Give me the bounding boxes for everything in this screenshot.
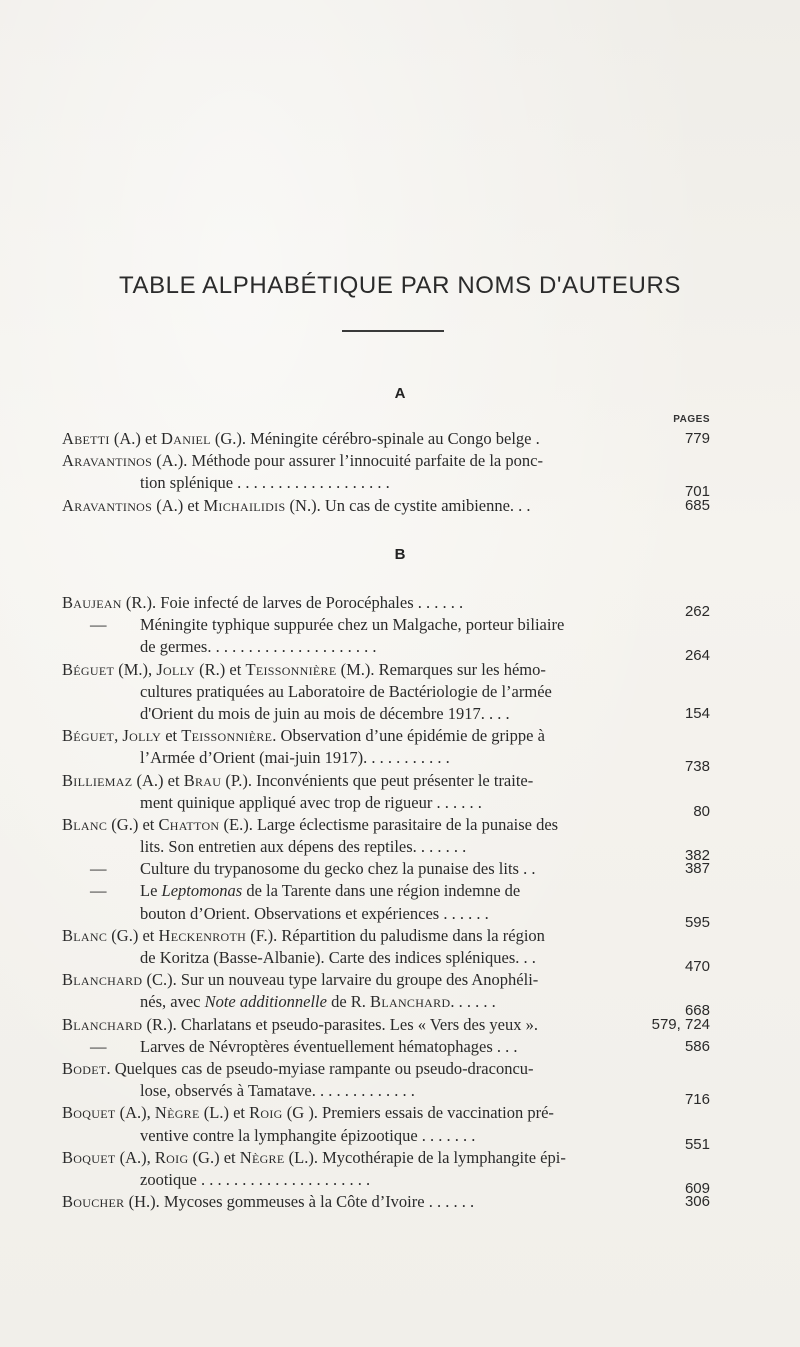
page-number: 306 (684, 1193, 710, 1211)
author-name: Boquet (62, 1147, 116, 1167)
entry-text (140, 903, 489, 925)
entry-fragment: Le (140, 881, 162, 901)
entry-fragment: Culture du trypanosome du gecko chez la punaise des lits . . (140, 859, 536, 879)
entry-fragment: (M.), (114, 659, 157, 679)
page-number: 779 (684, 430, 710, 447)
author-name: Béguet (62, 659, 115, 679)
entry-fragment: de Koritza (Basse-Albanie). Carte des indices spléniques. . . (140, 948, 536, 967)
entry-fragment: . Observation d’une épidémie de grippe à (272, 726, 545, 746)
entry-fragment: ment quinique appliqué avec trop de rigueur . . . . . . (140, 792, 482, 812)
author-name: Roig (154, 1147, 189, 1167)
entry-fragment: lits. Son entretien aux dépens des reptiles. . . . . . . (140, 837, 467, 857)
entry-text (62, 1191, 474, 1213)
entry-text (140, 472, 390, 494)
index-entry-line (62, 725, 712, 747)
index-entry-line (62, 1102, 712, 1124)
entry-fragment: l’Armée d’Orient (mai-juin 1917). . . . . . . . . . . (140, 748, 450, 768)
index-entry-line (62, 450, 712, 472)
entry-fragment: d'Orient du mois de juin au mois de décembre 1917. . . . (140, 703, 510, 723)
index-entry-line (62, 1125, 712, 1153)
page-number: 262 (684, 603, 710, 620)
index-entry-line (62, 1014, 712, 1036)
entry-fragment: (R.). Charlatans et pseudo-parasites. Les « Vers des yeux ». (142, 1014, 538, 1034)
entry-text (140, 947, 536, 969)
index-entry-line (62, 428, 712, 450)
entry-text (140, 1125, 475, 1147)
entry-text (62, 969, 538, 991)
entry-text (140, 836, 466, 858)
index-entry-line (62, 1036, 712, 1058)
author-name: Blanchard (62, 1014, 143, 1034)
entry-fragment: (M.). Remarques sur les hémo- (336, 659, 546, 679)
page-number: 685 (684, 496, 710, 514)
page-number: 668 (684, 1002, 710, 1020)
entry-fragment: (G.) et (107, 925, 159, 945)
entry-fragment: ventive contre la lymphangite épizootique . . . . . . . (140, 1125, 476, 1145)
page-number: 264 (684, 647, 710, 665)
page-number: 701 (684, 483, 710, 501)
entry-fragment: nés, avec (140, 992, 205, 1012)
entry-fragment: (G ). Premiers essais de vaccination pré- (282, 1103, 554, 1123)
entry-fragment: de R. (326, 992, 371, 1012)
index-entry-line (62, 1147, 712, 1169)
entry-fragment: Méningite typhique suppurée chez un Malgache, porteur biliaire (140, 615, 565, 635)
ditto-dash: — (90, 881, 107, 901)
entry-text (62, 450, 543, 472)
entry-fragment: (G.) et (188, 1147, 240, 1167)
entry-text (62, 725, 545, 747)
author-name: Blanc (62, 925, 108, 945)
section-letter-b: B (394, 546, 406, 563)
entry-text (140, 991, 496, 1013)
page-number: 579, 724 (651, 1015, 710, 1033)
author-name: Teissonnière (245, 659, 337, 679)
page-number: 595 (684, 913, 710, 931)
entry-fragment: . . . . . . (450, 992, 496, 1012)
index-entry-line (62, 858, 712, 880)
ditto-dash: — (90, 859, 107, 879)
index-entry-line (62, 495, 712, 517)
index-entry-line (62, 925, 712, 947)
entry-fragment: bouton d’Orient. Observations et expériences . . . . . . (140, 903, 489, 923)
entry-fragment: de germes. . . . . . . . . . . . . . . . . . . . . (140, 637, 377, 657)
page-number: 551 (684, 1135, 710, 1153)
author-name: Bodet (62, 1058, 107, 1078)
author-name: Baujean (62, 593, 122, 612)
author-name: Teissonnière (181, 726, 273, 746)
index-entry-line (62, 472, 712, 501)
index-entry-line (62, 991, 712, 1020)
page-number: 382 (684, 847, 710, 865)
entry-text (62, 428, 540, 450)
entry-text (62, 770, 533, 792)
page-number: 738 (684, 758, 710, 776)
author-name: Blanchard (62, 970, 143, 990)
italic-text: Leptomonas (161, 881, 243, 901)
entry-text (62, 592, 463, 614)
entry-text (62, 659, 546, 681)
entry-text (62, 1058, 534, 1080)
author-name: Jolly (122, 726, 162, 746)
page-number: 609 (684, 1179, 710, 1197)
page-number: 586 (684, 1037, 710, 1055)
entry-fragment: (A.). Méthode pour assurer l’innocuité parfaite de la ponc- (152, 451, 543, 471)
entry-fragment: (A.), (115, 1103, 155, 1123)
entry-fragment: (A.) et (152, 495, 204, 515)
ditto-dash: — (90, 615, 107, 635)
index-entry-line (62, 1080, 712, 1109)
entry-fragment: lose, observés à Tamatave. . . . . . . . . . . . . (140, 1081, 415, 1101)
page-number: 716 (684, 1091, 710, 1109)
entry-text (140, 1169, 370, 1191)
ditto-dash: — (90, 1036, 107, 1056)
entry-fragment: (L.) et (199, 1103, 250, 1123)
entry-text (62, 495, 531, 517)
section-letter-a: A (394, 385, 406, 402)
entry-fragment: (L.). Mycothérapie de la lymphangite épi- (284, 1147, 566, 1167)
entry-text (140, 880, 520, 902)
entry-fragment: (G.) et (107, 814, 159, 834)
author-name: Nègre (239, 1147, 285, 1167)
entry-fragment: cultures pratiquées au Laboratoire de Bactériologie de l’armée (140, 681, 552, 701)
author-name: Abetti (62, 429, 110, 448)
entry-fragment: . Quelques cas de pseudo-myiase rampante ou pseudo-draconcu- (106, 1058, 534, 1078)
entry-fragment: zootique . . . . . . . . . . . . . . . . . . . . . (140, 1169, 371, 1189)
entry-text (140, 747, 450, 769)
entry-fragment: (A.) et (109, 429, 162, 448)
entry-fragment: (A.) et (132, 770, 184, 790)
index-entry-line (62, 1191, 712, 1213)
index-entry-line (62, 792, 712, 820)
entry-text (62, 1147, 566, 1169)
page-number: 80 (693, 802, 710, 820)
entry-fragment: (F.). Répartition du paludisme dans la région (246, 925, 545, 945)
index-entry-line (62, 659, 712, 681)
entry-fragment: Larves de Névroptères éventuellement hématophages . . . (140, 1036, 518, 1056)
entries-section-b (62, 592, 712, 1213)
entry-fragment: (P.). Inconvénients que peut présenter le traite- (221, 770, 534, 790)
entry-fragment: (A.), (115, 1147, 155, 1167)
entry-text (140, 1080, 415, 1102)
index-entry-line (62, 880, 712, 902)
index-entry-line (62, 1058, 712, 1080)
title-rule (342, 330, 444, 332)
entry-text (62, 1102, 554, 1124)
index-entry-line (62, 592, 712, 620)
index-entry-line (62, 770, 712, 792)
author-name: Aravantinos (62, 495, 153, 515)
entry-fragment: (C.). Sur un nouveau type larvaire du groupe des Anophéli- (142, 970, 539, 990)
author-name: Béguet (62, 726, 115, 746)
entry-fragment: et (161, 726, 182, 746)
author-name: Brau (183, 770, 222, 790)
page-number: 387 (684, 860, 710, 878)
author-name: Chatton (158, 814, 220, 834)
author-name: Jolly (156, 659, 196, 679)
entry-fragment: tion splénique . . . . . . . . . . . . . . . . . . . (140, 473, 390, 493)
entry-text (140, 858, 535, 880)
index-entry-line (62, 747, 712, 776)
entry-text (140, 703, 510, 725)
author-name: Blanc (62, 814, 108, 834)
index-entry-line (62, 969, 712, 991)
entry-text (140, 792, 482, 814)
author-name: Heckenroth (158, 925, 247, 945)
entry-text (62, 925, 545, 947)
italic-text: Note additionnelle (204, 992, 327, 1012)
entry-text (140, 1036, 518, 1058)
entry-text (140, 614, 564, 636)
page-number: 470 (684, 958, 710, 975)
entry-fragment: (G.). Méningite cérébro-spinale au Congo belge . (210, 429, 540, 448)
page-number: 154 (684, 704, 710, 722)
index-entry-line (62, 1169, 712, 1197)
index-entry-line (62, 703, 712, 725)
author-name: Billiemaz (62, 770, 133, 790)
author-name: Boucher (62, 1192, 125, 1212)
author-name: Michailidis (203, 495, 286, 515)
index-entry-line (62, 903, 712, 931)
entry-fragment: , (114, 726, 123, 746)
author-name: Roig (249, 1103, 283, 1123)
author-name: Boquet (62, 1103, 116, 1123)
entry-text (140, 636, 376, 658)
entry-fragment: de la Tarente dans une région indemne de (242, 881, 521, 901)
entry-fragment: (E.). Large éclectisme parasitaire de la punaise des (219, 814, 559, 834)
index-entry-line (62, 614, 712, 636)
author-name: Nègre (154, 1103, 200, 1123)
page-title: TABLE ALPHABÉTIQUE PAR NOMS D'AUTEURS (118, 272, 681, 299)
index-entry-line (62, 947, 712, 975)
entry-fragment: (R.). Foie infecté de larves de Porocéphales . . . . . . (121, 593, 464, 612)
index-entry-line (62, 814, 712, 836)
entry-text (62, 814, 558, 836)
index-entry-line (62, 681, 712, 703)
author-name: Daniel (161, 429, 211, 448)
pages-column-header: PAGES (673, 414, 710, 425)
author-name: Aravantinos (62, 451, 153, 471)
index-entry-line (62, 836, 712, 865)
entries-section-a (62, 428, 712, 517)
entry-fragment: (N.). Un cas de cystite amibienne. . . (285, 495, 531, 515)
entry-text (62, 1014, 538, 1036)
index-entry-line (62, 636, 712, 665)
entry-fragment: (R.) et (195, 659, 246, 679)
entry-text (140, 681, 552, 703)
author-name: Blanchard (370, 992, 451, 1012)
entry-fragment: (H.). Mycoses gommeuses à la Côte d’Ivoire . . . . . . (124, 1192, 475, 1212)
